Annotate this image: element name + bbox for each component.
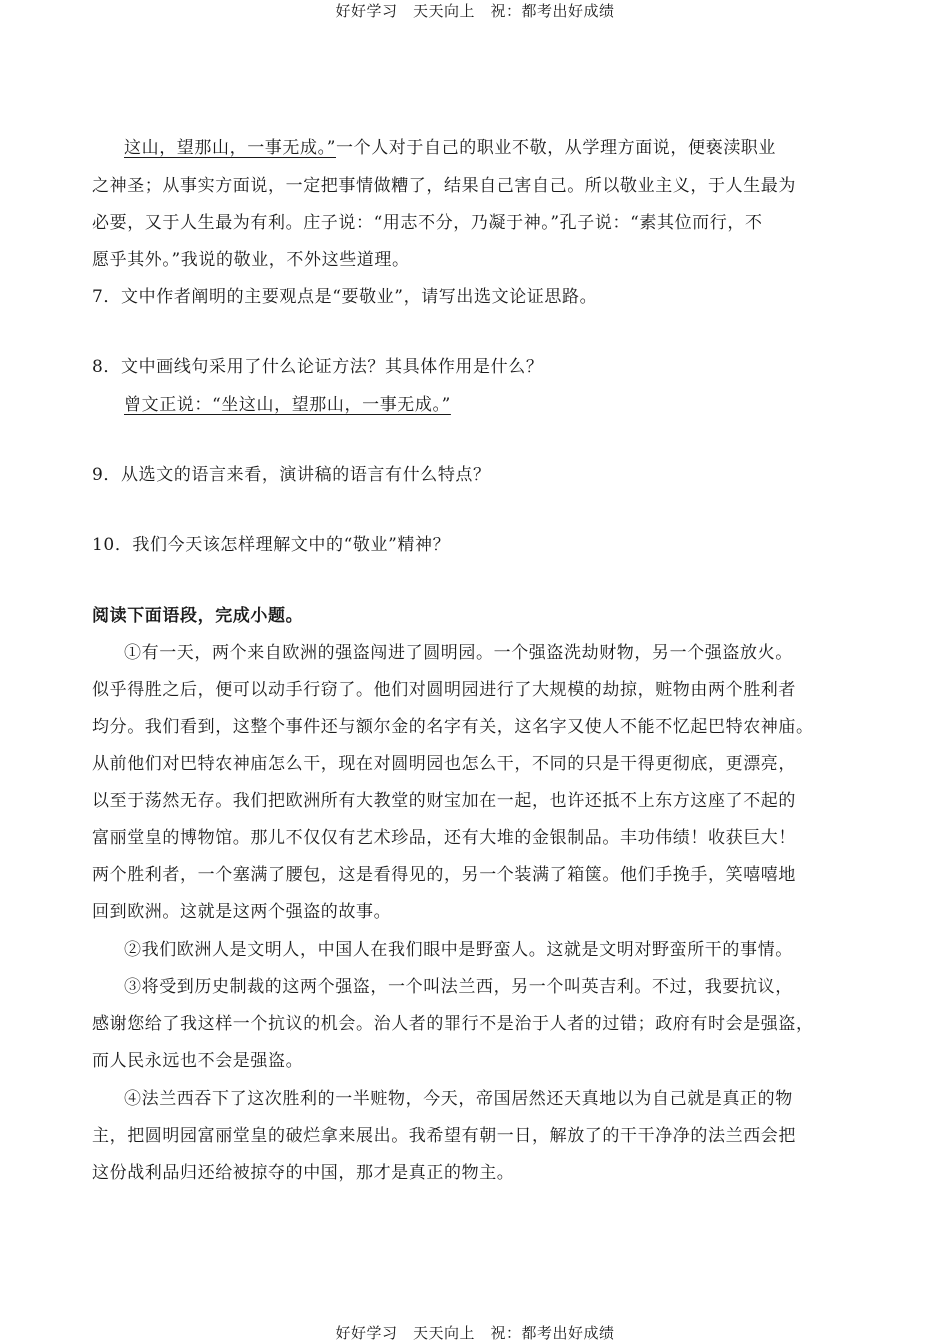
passage1-line1-text: 一个人对于自己的职业不敬，从学理方面说，便亵渎职业 (336, 138, 776, 158)
passage1-line4: 愿乎其外。”我说的敬业，不外这些道理。 (92, 250, 410, 270)
section2-line: 两个胜利者，一个塞满了腰包，这是看得见的，另一个装满了箱箧。他们手挽手，笑嘻嘻地 (92, 865, 796, 885)
passage1-line2: 之神圣；从事实方面说，一定把事情做糟了，结果自己害自己。所以敬业主义，于人生最为 (92, 176, 796, 196)
question-10: 10．我们今天该怎样理解文中的“敬业”精神？ (92, 535, 451, 555)
section2-line: 从前他们对巴特农神庙怎么干，现在对圆明园也怎么干，不同的只是干得更彻底，更漂亮， (92, 754, 796, 774)
question-8-quote (124, 394, 872, 416)
section2-line: 以至于荡然无存。我们把欧洲所有大教堂的财宝加在一起，也许还抵不上东方这座了不起的 (92, 791, 796, 811)
section2-line: ④法兰西吞下了这次胜利的一半赃物，今天，帝国居然还天真地以为自己就是真正的物 (124, 1089, 793, 1109)
question-8: 8．文中画线句采用了什么论证方法？其具体作用是什么？ (92, 357, 544, 377)
section2-line: 回到欧洲。这就是这两个强盗的故事。 (92, 902, 392, 922)
underlined-quote: 曾文正说：“坐这山，望那山，一事无成。” (124, 395, 451, 415)
question-7: 7．文中作者阐明的主要观点是“要敬业”，请写出选文论证思路。 (92, 287, 598, 307)
section2-line: 富丽堂皇的博物馆。那儿不仅仅有艺术珍品，还有大堆的金银制品。丰功伟绩！收获巨大！ (92, 828, 796, 848)
question-9: 9．从选文的语言来看，演讲稿的语言有什么特点？ (92, 465, 491, 485)
page-footer: 好好学习 天天向上 祝：都考出好成绩 (335, 1324, 615, 1342)
section2-heading: 阅读下面语段，完成小题。 (92, 606, 304, 626)
section2-line: ②我们欧洲人是文明人，中国人在我们眼中是野蛮人。这就是文明对野蛮所干的事情。 (124, 940, 793, 960)
section2-line: 而人民永远也不会是强盗。 (92, 1051, 304, 1071)
section2-line: 感谢您给了我这样一个抗议的机会。治人者的罪行不是治于人者的过错；政府有时会是强盗， (92, 1014, 814, 1034)
section2-line: ①有一天，两个来自欧洲的强盗闯进了圆明园。一个强盗洗劫财物，另一个强盗放火。 (124, 643, 793, 663)
section2-line: 似乎得胜之后，便可以动手行窃了。他们对圆明园进行了大规模的劫掠，赃物由两个胜利者 (92, 680, 796, 700)
section2-line: ③将受到历史制裁的这两个强盗，一个叫法兰西，另一个叫英吉利。不过，我要抗议， (124, 977, 793, 997)
underlined-quote-fragment: 这山，望那山，一事无成。” (124, 138, 336, 158)
section2-line: 这份战利品归还给被掠夺的中国，那才是真正的物主。 (92, 1163, 515, 1183)
passage1-line1 (124, 137, 872, 159)
section2-line: 均分。我们看到，这整个事件还与额尔金的名字有关，这名字又使人不能不忆起巴特农神庙。 (92, 717, 814, 737)
page-header: 好好学习 天天向上 祝：都考出好成绩 (335, 2, 615, 20)
passage1-line3: 必要，又于人生最为有利。庄子说：“用志不分，乃凝于神。”孔子说：“素其位而行，不 (92, 213, 763, 233)
section2-line: 主，把圆明园富丽堂皇的破烂拿来展出。我希望有朝一日，解放了的干干净净的法兰西会把 (92, 1126, 796, 1146)
